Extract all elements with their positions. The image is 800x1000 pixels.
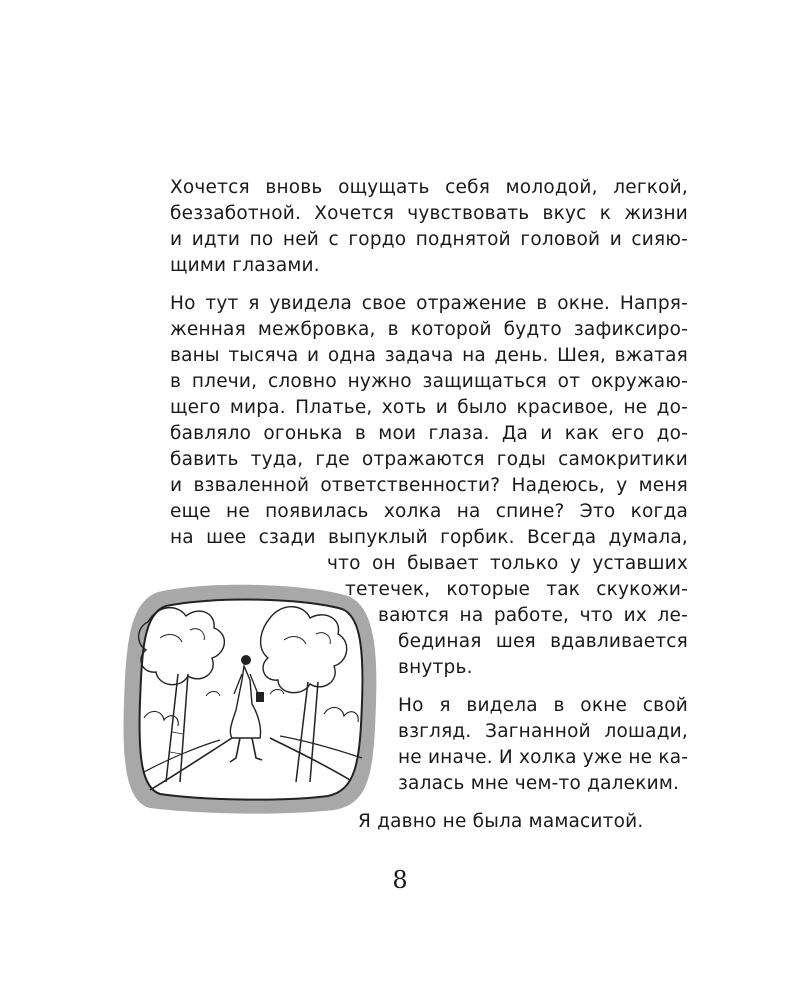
woman-walking-in-park-icon [120,582,380,814]
text-line: не иначе. И холка уже не ка- [398,747,689,768]
text-line: еще не появилась холка на спине? Это когда [170,501,688,522]
text-line: в плечи, словно нужно защищаться от окружаю- [170,371,688,392]
text-line: бавляло огонька в мои глаза. Да и как его до- [170,423,688,444]
text-line: беззаботной. Хочется чувствовать вкус к жизни [170,203,688,224]
text-line: и взваленной ответственности? Надеюсь, у меня [170,475,688,496]
text-line: что он бывает только у уставших [327,553,688,574]
text-line: на шее сзади выпуклый горбик. Всегда думала, [170,527,688,548]
text-line: щего мира. Платье, хоть и было красивое, не до- [170,397,688,418]
text-line: и идти по ней с гордо поднятой головой и сияю- [170,229,688,250]
text-line: ваны тысяча и одна задача на день. Шея, вжатая [170,345,688,366]
text-line: Но тут я увидела свое отражение в окне. Напря- [170,293,688,314]
text-line: Хочется вновь ощущать себя молодой, легкой, [170,177,688,198]
text-line: Но я видела в окне свой [398,695,688,716]
text-line: женная межбровка, в которой будто зафиксиро- [170,319,688,340]
page-number: 8 [392,866,408,894]
text-line: щими глазами. [170,255,320,276]
text-line: бединая шея вдавливается [398,631,688,652]
text-line: взгляд. Загнанной лошади, [398,721,688,742]
text-line: тетечек, которые так скукожи- [345,579,688,600]
text-line: ваются на работе, что их ле- [378,605,688,626]
text-line: бавить туда, где отражаются годы самокритики [170,449,688,470]
text-line: внутрь. [398,657,473,678]
text-line: залась мне чем-то далеким. [398,773,680,794]
text-line: Я давно не была мамаситой. [358,811,644,832]
